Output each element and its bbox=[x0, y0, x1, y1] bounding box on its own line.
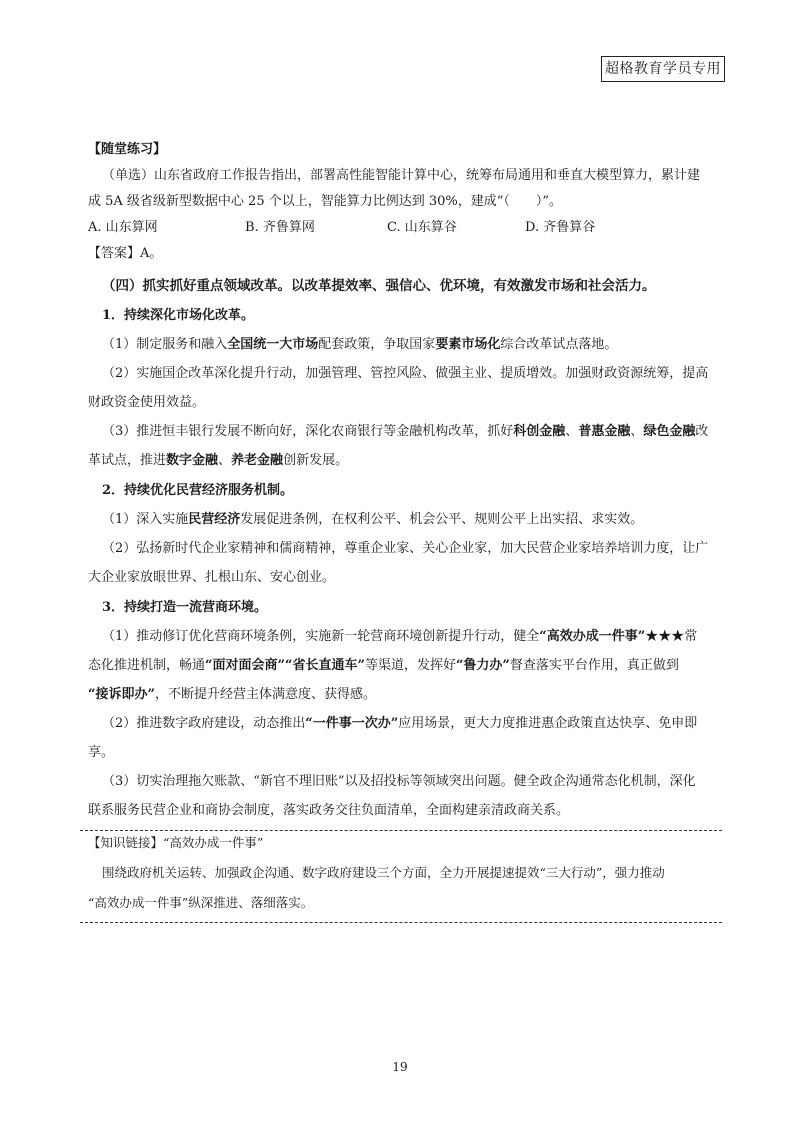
sub3-title: 3．持续打造一流营商环境。 bbox=[102, 600, 268, 615]
practice-heading: 【随堂练习】 bbox=[88, 142, 167, 157]
divider-bottom bbox=[80, 922, 722, 923]
section-4-title: （四）抓实抓好重点领域改革。以改革提效率、强信心、优环境，有效激发市场和社会活力。 bbox=[102, 278, 656, 294]
sub2-p1: （1）深入实施民营经济发展促进条例，在权利公平、机会公平、规则公平上出实招、求实效。 bbox=[102, 512, 644, 527]
divider-top bbox=[80, 830, 722, 831]
sub3-p2-line-2: 享。 bbox=[88, 745, 115, 760]
sub1-p3-line-1: （3）推进恒丰银行发展不断向好，深化农商银行等金融机构改革，抓好科创金融、普惠金融、绿色金融改 bbox=[102, 424, 709, 439]
sub2-p2-line-2: 大企业家放眼世界、扎根山东、安心创业。 bbox=[88, 570, 336, 585]
option-d: D. 齐鲁算谷 bbox=[525, 220, 596, 235]
sub1-title: 1．持续深化市场化改革。 bbox=[102, 308, 255, 323]
sub2-p2-line-1: （2）弘扬新时代企业家精神和儒商精神，尊重企业家、关心企业家，加大民营企业家培养培训力度，让广 bbox=[102, 541, 709, 556]
sub3-p1-line-1: （1）推动修订优化营商环境条例，实施新一轮营商环境创新提升行动，健全“高效办成一件事”★★★常 bbox=[102, 629, 698, 644]
knowledge-title: 【知识链接】“高效办成一件事” bbox=[88, 835, 264, 850]
option-a: A. 山东算网 bbox=[88, 220, 158, 235]
knowledge-line-1: 围绕政府机关运转、加强政企沟通、数字政府建设三个方面，全力开展提速提效“三大行动”，强力推动 bbox=[102, 865, 665, 880]
sub3-p1-line-3: “接诉即办”，不断提升经营主体满意度、获得感。 bbox=[88, 687, 376, 702]
option-list bbox=[88, 218, 708, 238]
question-line-1: （单选）山东省政府工作报告指出，部署高性能智能计算中心，统筹布局通用和垂直大模型算力，累计建 bbox=[102, 168, 701, 183]
option-c: C. 山东算谷 bbox=[387, 220, 457, 235]
sub1-p2-line-2: 财政资金使用效益。 bbox=[88, 395, 206, 410]
sub1-p3-line-2: 革试点，推进数字金融、养老金融创新发展。 bbox=[88, 453, 349, 468]
page-number: 19 bbox=[392, 1060, 408, 1074]
knowledge-line-2: “高效办成一件事”纵深推进、落细落实。 bbox=[88, 895, 314, 910]
question-line-2: 成 5A 级省级新型数据中心 25 个以上，智能算力比例达到 30%，建成“（ ）”。 bbox=[88, 194, 563, 209]
option-b: B. 齐鲁算网 bbox=[245, 220, 315, 235]
answer: 【答案】A。 bbox=[88, 246, 163, 261]
sub3-p3-line-1: （3）切实治理拖欠账款、“新官不理旧账”以及招投标等领域突出问题。健全政企沟通常态化机制，深化 bbox=[102, 774, 696, 789]
sub2-title: 2．持续优化民营经济服务机制。 bbox=[102, 483, 294, 498]
sub3-p2-line-1: （2）推进数字政府建设，动态推出“一件事一次办”应用场景，更大力度推进惠企政策直达快享、免申即 bbox=[102, 716, 698, 731]
sub3-p3-line-2: 联系服务民营企业和商协会制度，落实政务交往负面清单，全面构建亲清政商关系。 bbox=[88, 803, 570, 818]
sub3-p1-line-2: 态化推进机制，畅通“面对面会商”“省长直通车”等渠道，发挥好“鲁力办”督查落实平台作用，真正做到 bbox=[88, 658, 679, 673]
header-badge: 超格教育学员专用 bbox=[601, 56, 725, 82]
sub1-p2-line-1: （2）实施国企改革深化提升行动，加强管理、管控风险、做强主业、提质增效。加强财政资源统筹，提高 bbox=[102, 366, 709, 381]
sub1-p1: （1）制定服务和融入全国统一大市场配套政策，争取国家要素市场化综合改革试点落地。 bbox=[102, 337, 618, 352]
